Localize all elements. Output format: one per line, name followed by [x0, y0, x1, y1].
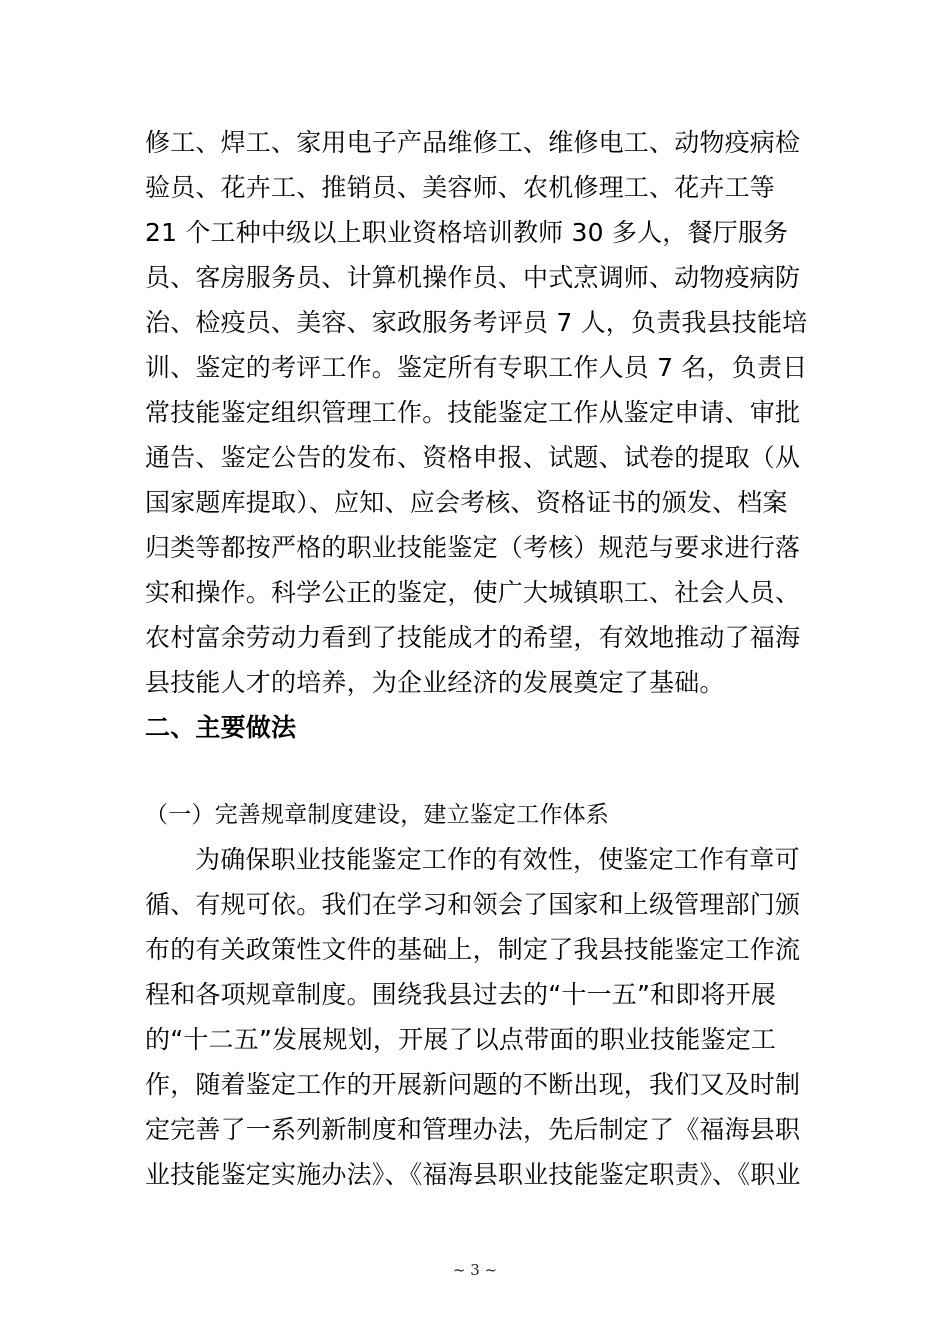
paragraph-line: 定完善了一系列新制度和管理办法，先后制定了《福海县职 [145, 1115, 801, 1144]
paragraph-line: 为确保职业技能鉴定工作的有效性，使鉴定工作有章可 [195, 845, 800, 874]
paragraph-line: 员、客房服务员、计算机操作员、中式烹调师、动物疫病防 [145, 263, 801, 292]
paragraph-line: 作，随着鉴定工作的开展新问题的不断出现，我们又及时制 [145, 1070, 801, 1099]
section-heading: 二、主要做法 [145, 713, 297, 742]
paragraph-line: 归类等都按严格的职业技能鉴定（考核）规范与要求进行落 [145, 533, 801, 562]
paragraph-line: 国家题库提取）、应知、应会考核、资格证书的颁发、档案 [145, 488, 788, 517]
subsection-heading: （一）完善规章制度建设，建立鉴定工作体系 [145, 802, 609, 828]
paragraph-line: 的“十二五”发展规划，开展了以点带面的职业技能鉴定工 [145, 1025, 777, 1054]
paragraph-line: 训、鉴定的考评工作。鉴定所有专职工作人员 7 名，负责日 [145, 353, 808, 382]
paragraph-line: 县技能人才的培养，为企业经济的发展奠定了基础。 [145, 668, 725, 697]
paragraph-line: 通告、鉴定公告的发布、资格申报、试题、试卷的提取（从 [145, 443, 801, 472]
paragraph-line: 实和操作。科学公正的鉴定，使广大城镇职工、社会人员、 [145, 578, 801, 607]
paragraph-line: 业技能鉴定实施办法》、《福海县职业技能鉴定职责》、《职业 [145, 1160, 801, 1189]
paragraph-line: 程和各项规章制度。围绕我县过去的“十一五”和即将开展 [145, 980, 777, 1009]
paragraph-line: 验员、花卉工、推销员、美容师、农机修理工、花卉工等 [145, 173, 776, 202]
paragraph-line: 21 个工种中级以上职业资格培训教师 30 多人，餐厅服务 [145, 218, 789, 247]
page-number: ~ 3 ~ [452, 1261, 498, 1279]
paragraph-line: 修工、焊工、家用电子产品维修工、维修电工、动物疫病检 [145, 128, 801, 157]
paragraph-line: 循、有规可依。我们在学习和领会了国家和上级管理部门颁 [145, 890, 801, 919]
paragraph-line: 布的有关政策性文件的基础上，制定了我县技能鉴定工作流 [145, 935, 801, 964]
paragraph-line: 常技能鉴定组织管理工作。技能鉴定工作从鉴定申请、审批 [145, 398, 801, 427]
paragraph-line: 治、检疫员、美容、家政服务考评员 7 人，负责我县技能培 [145, 308, 808, 337]
paragraph-line: 农村富余劳动力看到了技能成才的希望，有效地推动了福海 [145, 623, 801, 652]
